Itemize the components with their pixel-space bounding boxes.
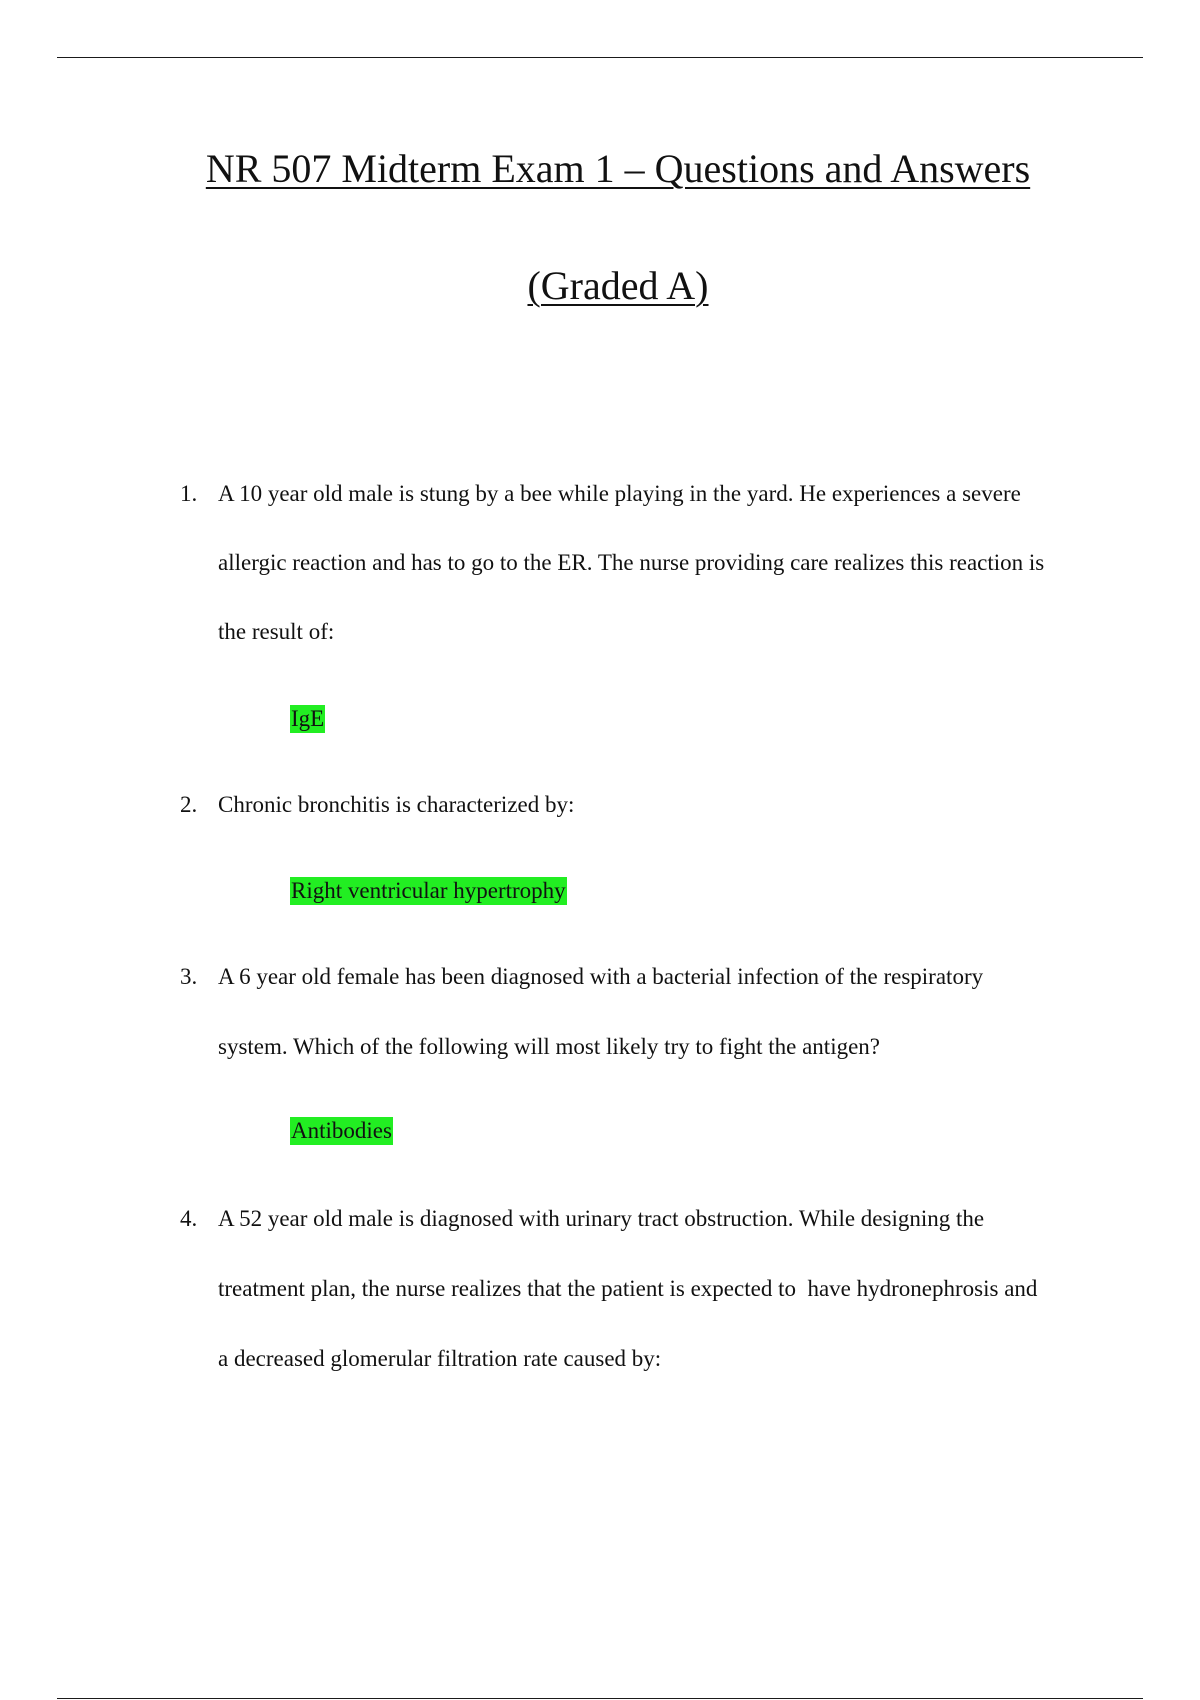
answer-highlight: Antibodies <box>291 1118 392 1143</box>
answer-highlight: IgE <box>291 706 325 731</box>
question-text-line: treatment plan, the nurse realizes that the patient is expected to have hydronephrosis and <box>218 1276 1038 1301</box>
question-number: 4. <box>180 1206 198 1231</box>
question-text-line: A 6 year old female has been diagnosed with a bacterial infection of the respiratory <box>218 964 984 989</box>
question-text-line: allergic reaction and has to go to the ER. The nurse providing care realizes this reaction is <box>218 550 1045 575</box>
question-number: 3. <box>180 964 198 989</box>
question-text-line: system. Which of the following will most likely try to fight the antigen? <box>218 1034 881 1059</box>
question-text-line: A 10 year old male is stung by a bee while playing in the yard. He experiences a severe <box>218 481 1021 506</box>
question-text-line: A 52 year old male is diagnosed with urinary tract obstruction. While designing the <box>218 1206 985 1231</box>
question-number: 1. <box>180 481 198 506</box>
question-text-line: a decreased glomerular filtration rate caused by: <box>218 1346 662 1371</box>
question-text-line: Chronic bronchitis is characterized by: <box>218 792 575 817</box>
question-number: 2. <box>180 792 198 817</box>
question-text-line: the result of: <box>218 619 335 644</box>
answer-highlight: Right ventricular hypertrophy <box>291 878 566 903</box>
header-rule <box>57 57 1143 58</box>
page-subtitle: (Graded A) <box>527 263 709 308</box>
footer-rule <box>57 1698 1143 1699</box>
page-title: NR 507 Midterm Exam 1 – Questions and Answers <box>205 146 1031 191</box>
